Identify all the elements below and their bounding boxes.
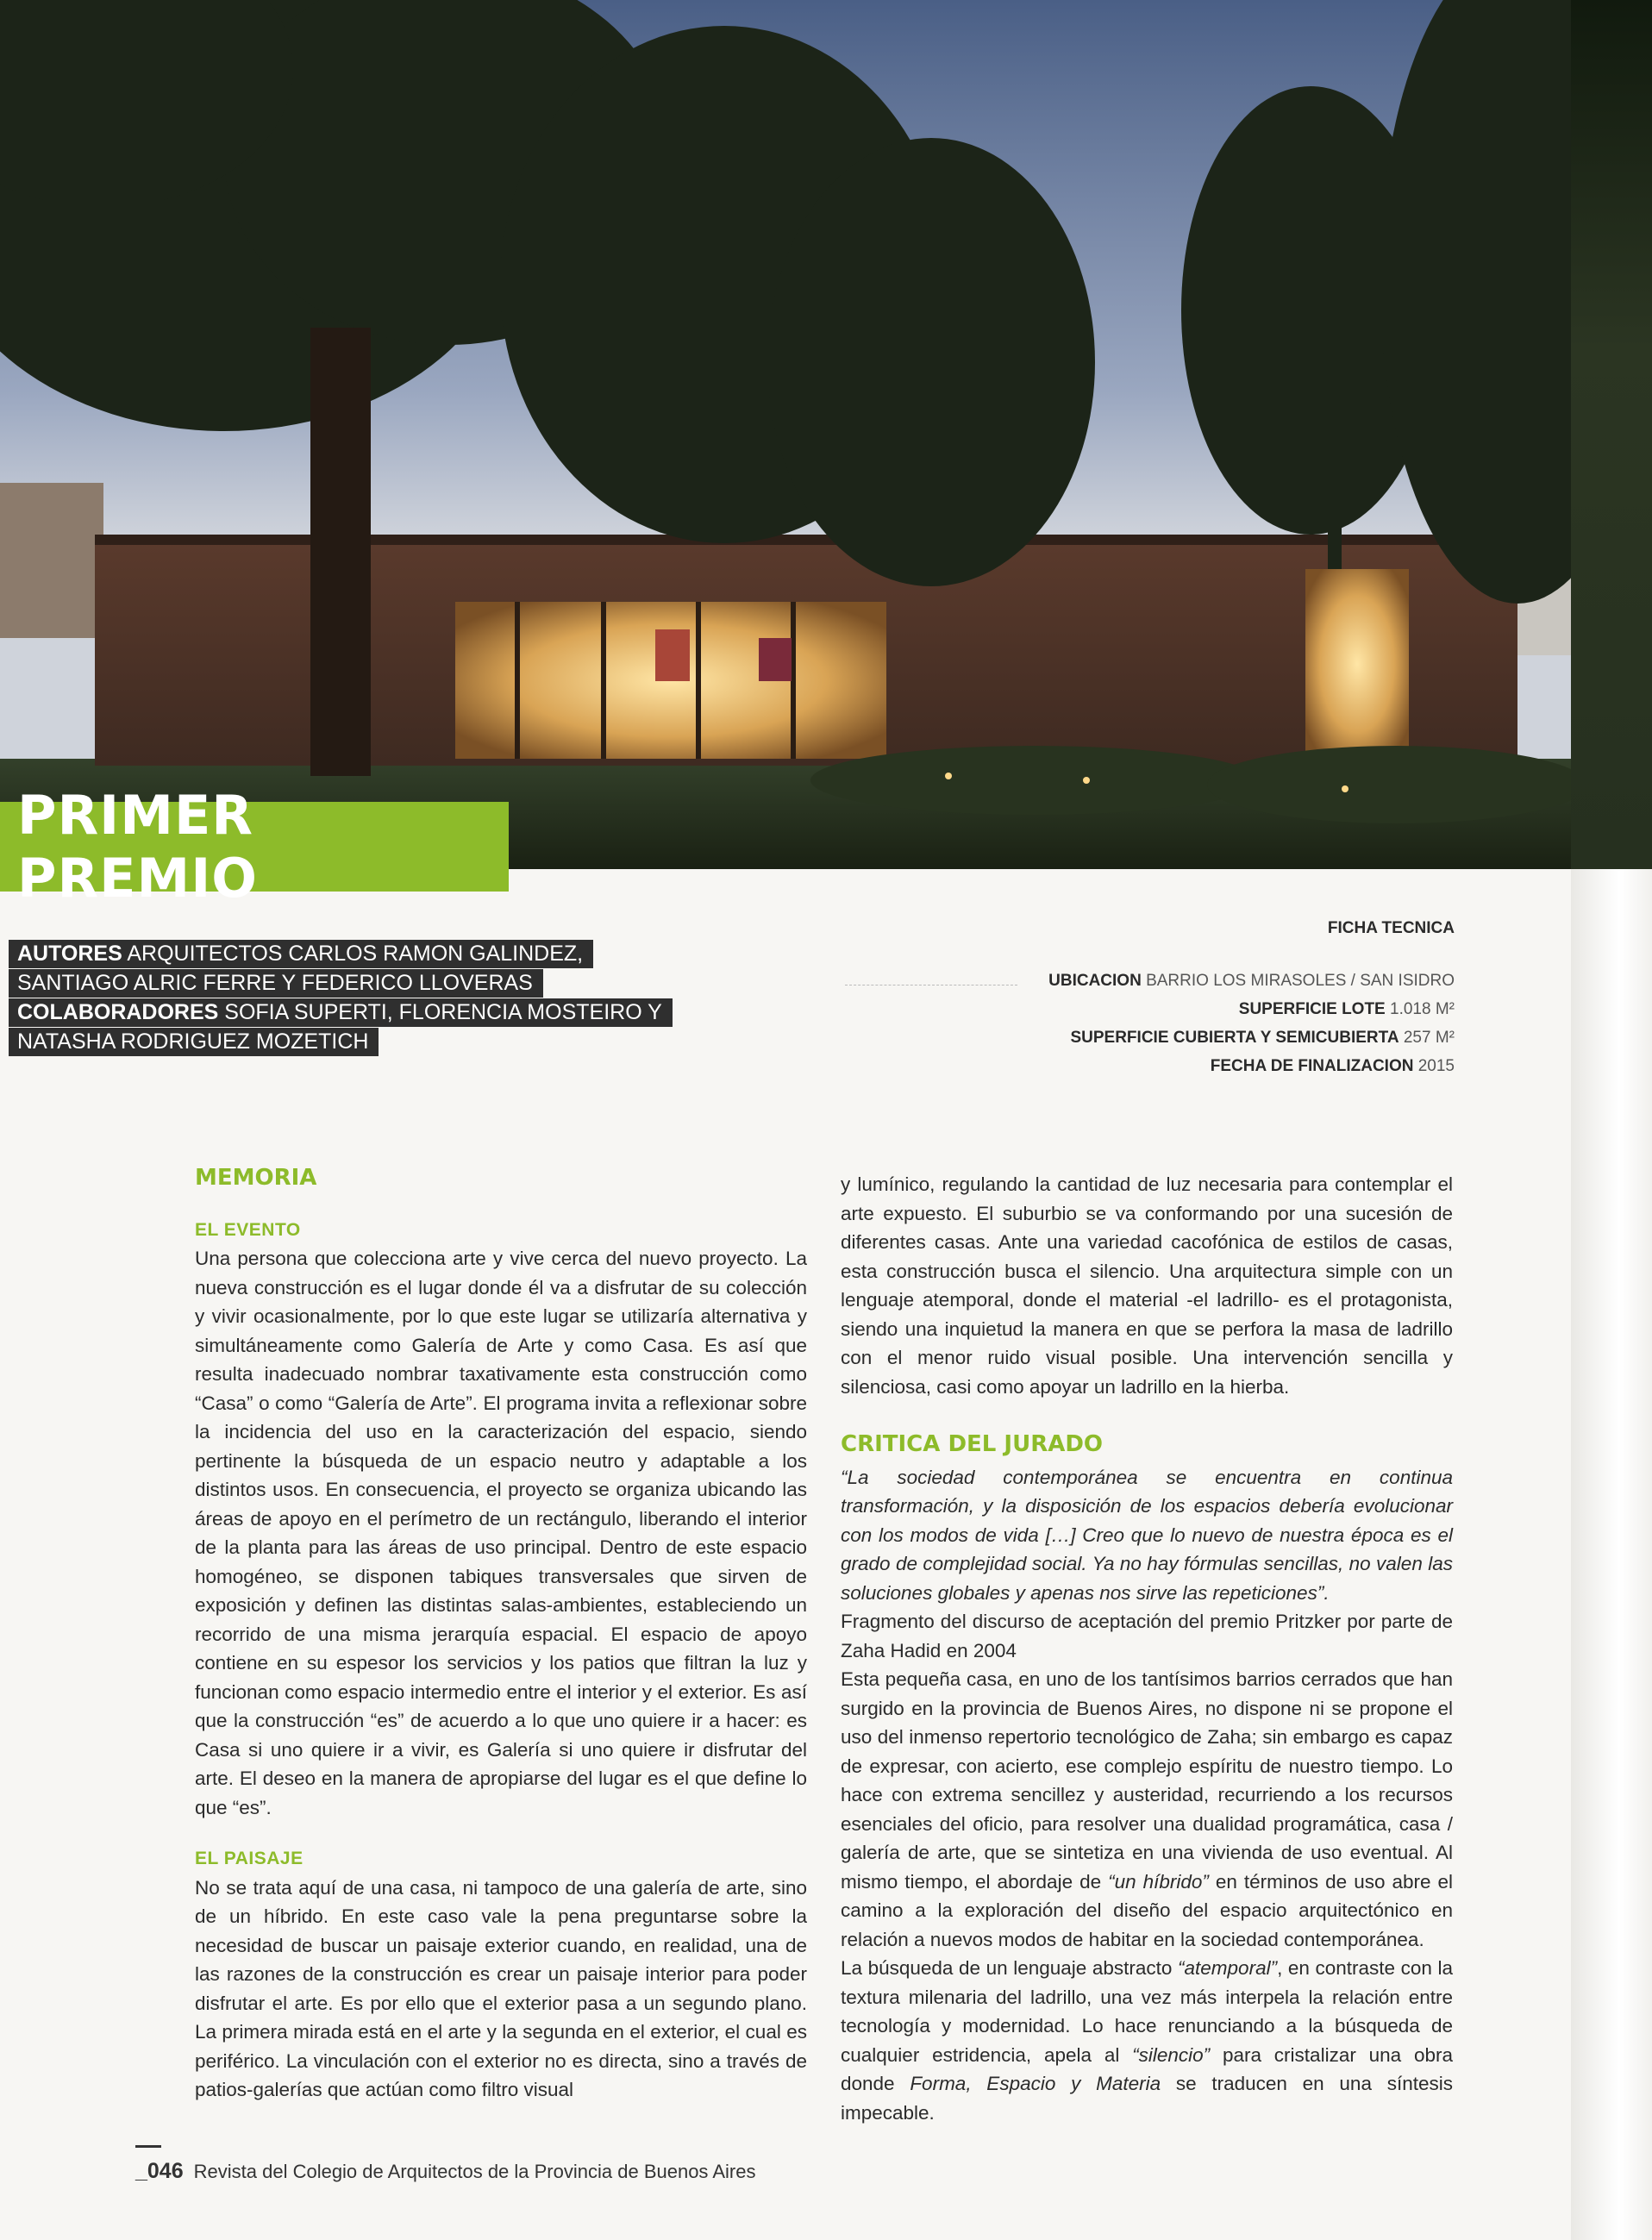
hero-photo bbox=[0, 0, 1571, 869]
page-number: _046 bbox=[135, 2159, 184, 2183]
section-title-memoria: MEMORIA bbox=[195, 1165, 317, 1191]
adjacent-page-photo-strip bbox=[1571, 0, 1652, 869]
technical-sheet-title: FICHA TECNICA bbox=[1327, 919, 1455, 937]
footer bbox=[135, 2159, 755, 2184]
divider bbox=[845, 985, 1017, 986]
page-fold bbox=[1571, 869, 1652, 2240]
credit-line-collaborators: COLABORADORES SOFIA SUPERTI, FLORENCIA MOSTEIRO Y bbox=[9, 998, 673, 1027]
credit-line-collaborators-cont: NATASHA RODRIGUEZ MOZETICH bbox=[9, 1028, 379, 1056]
sheet-row-lot-area: SUPERFICIE LOTE 1.018 M² bbox=[1238, 1000, 1455, 1018]
left-column bbox=[195, 1164, 807, 2105]
house-at-dusk-photo bbox=[0, 0, 1571, 869]
paragraph-el-paisaje-cont: y lumínico, regulando la cantidad de luz necesaria para contemplar el arte expuesto. El suburbio se va conformando por una sucesión de diferentes casas. Ante una variedad cacofónica de estilos de casas, esta construcción busca el silencio. Una arquitectura simple con un lenguaje atemporal, donde el material -el ladrillo- es el protagonista, siendo una inquietud la manera en que se perfora la masa de ladrillo con el menor ruido visual posible. Una intervención sencilla y silenciosa, casi como apoyar un ladrillo en la hierba. bbox=[841, 1173, 1453, 1398]
publication-name: Revista del Colegio de Arquitectos de la Provincia de Buenos Aires bbox=[193, 2161, 756, 2182]
paragraph-el-paisaje: No se trata aquí de una casa, ni tampoco de una galería de arte, sino de un híbrido. En este caso vale la pena preguntarse sobre la necesidad de buscar un paisaje exterior cuando, en realidad, una de las razones de la construcción es crear un paisaje interior para poder disfrutar el arte. Es por ello que el exterior pasa a un segundo plano. La primera mirada está en el arte y la segunda en el exterior, el cual es periférico. La vinculación con el exterior no es directa, sino a través de patios-galerías que actúan como filtro visual bbox=[195, 1876, 807, 2100]
right-column bbox=[841, 1170, 1453, 2127]
critica-paragraph-2: La búsqueda de un lenguaje abstracto “atemporal”, en contraste con la textura milenaria del ladrillo, una vez más interpela la relación entre tecnología y modernidad. Lo hace renunciando a la búsqueda de cualquier estridencia, apela al “silencio” para cristalizar una obra donde Forma, Espacio y Materia se traducen en una síntesis impecable. bbox=[841, 1957, 1454, 2124]
sheet-row-location: UBICACION BARRIO LOS MIRASOLES / SAN ISIDRO bbox=[1048, 972, 1455, 990]
subtitle-el-evento: EL EVENTO bbox=[195, 1219, 301, 1240]
credit-line-authors-cont: SANTIAGO ALRIC FERRE Y FEDERICO LLOVERAS bbox=[9, 969, 543, 998]
footer-rule bbox=[135, 2145, 161, 2148]
credits-block bbox=[9, 940, 673, 1057]
sheet-row-covered-area: SUPERFICIE CUBIERTA Y SEMICUBIERTA 257 M² bbox=[1070, 1029, 1455, 1047]
award-label: PRIMER PREMIO bbox=[17, 784, 259, 910]
critica-paragraph-1: Esta pequeña casa, en uno de los tantísimos barrios cerrados que han surgido en la provincia de Buenos Aires, no dispone ni se propone el uso del inmenso repertorio tecnológico de Zaha; sin embargo es capaz de expresar, con acierto, ese complejo espíritu de nuestro tiempo. Lo hace con extrema sencillez y austeridad, recurriendo a los recursos esenciales del oficio, para resolver una dualidad programática, casa / galería de arte, que se sintetiza en una vivienda de uso eventual. Al mismo tiempo, el abordaje de “un híbrido” en términos de uso abre el camino a la exploración del diseño del espacio arquitectónico en relación a nuevos modos de habitar en la sociedad contemporánea. bbox=[841, 1668, 1453, 1950]
paragraph-el-evento: Una persona que colecciona arte y vive cerca del nuevo proyecto. La nueva construcción es el lugar donde él va a disfrutar de su colección y vivir ocasionalmente, por lo que este lugar se utilizaría alternativa y simultáneamente como Galería de Arte y como Casa. Es así que resulta inadecuado nombrar taxativamente esta construcción como “Casa” o como “Galería de Arte”. El programa invita a reflexionar sobre la incidencia del uso en la caracterización del espacio, siendo pertinente la búsqueda de un espacio neutro y adaptable a los distintos usos. En consecuencia, el proyecto se organiza ubicando las áreas de apoyo en el perímetro de un rectángulo, liberando el interior de la planta para las áreas de uso principal. Dentro de este espacio homogéneo, se disponen tabiques transversales que sirven de exposición y definen las distintas salas-ambientes, estableciendo un recorrido de una misma jerarquía espacial. El espacio de apoyo contiene en su espesor los servicios y los patios que filtran la luz y funcionan como espacio intermedio entre el interior y el exterior. Es así que la construcción “es” de acuerdo a lo que uno quiere ir a hacer: es Casa si uno quiere ir a vivir, es Galería si uno quiere ir disfrutar del arte. El deseo en la manera de apropiarse del lugar es el que define lo que “es”. bbox=[195, 1248, 807, 1818]
award-banner bbox=[0, 784, 509, 910]
subtitle-el-paisaje: EL PAISAJE bbox=[195, 1849, 303, 1868]
credit-line-authors: AUTORES ARQUITECTOS CARLOS RAMON GALINDEZ, bbox=[9, 940, 593, 968]
jury-quote: “La sociedad contemporánea se encuentra en continua transformación, y la disposición de los espacios debería evolucionar con los modos de vida […] Creo que lo nuevo de nuestra época es el grado de complejidad social. Ya no hay fórmulas sencillas, no valen las soluciones globales y apenas nos sirve las repeticiones”. bbox=[841, 1466, 1453, 1604]
sheet-row-completion-date: FECHA DE FINALIZACION 2015 bbox=[1210, 1057, 1455, 1075]
quote-source: Fragmento del discurso de aceptación del premio Pritzker por parte de Zaha Hadid en 2004 bbox=[841, 1611, 1453, 1661]
section-title-critica: CRITICA DEL JURADO bbox=[841, 1431, 1104, 1457]
technical-sheet bbox=[1048, 914, 1455, 1080]
